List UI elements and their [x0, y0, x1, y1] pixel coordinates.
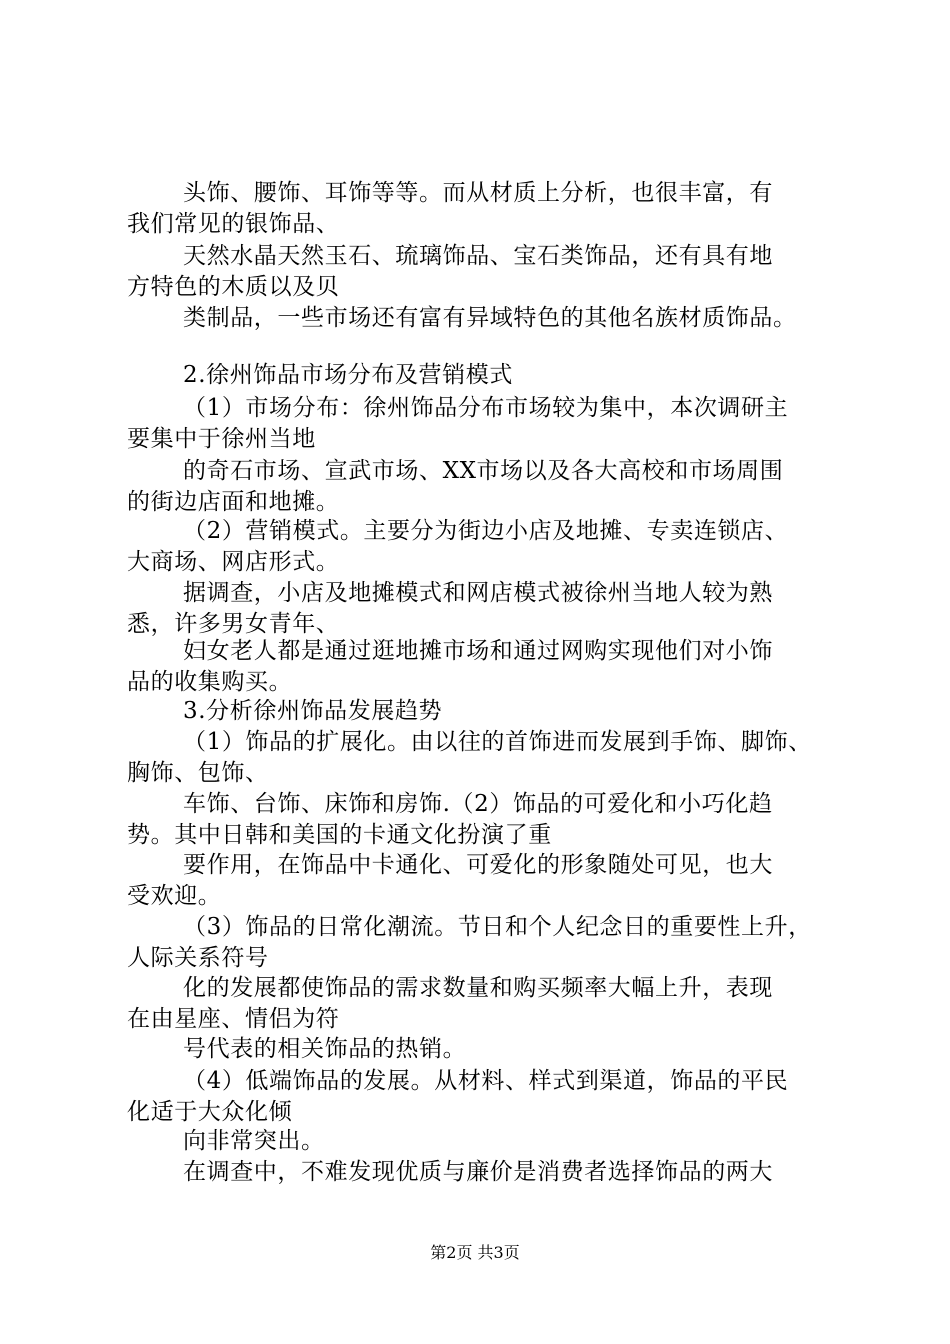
text-line: 要集中于徐州当地: [127, 426, 316, 452]
text-line: 品的收集购买。: [127, 669, 293, 695]
text-line: 势。其中日韩和美国的卡通文化扮演了重: [127, 822, 552, 848]
text-line: （4）低端饰品的发展。从材料、样式到渠道，饰品的平民: [183, 1068, 789, 1094]
text-line: 向非常突出。: [183, 1128, 325, 1154]
text-line: （2）营销模式。主要分为街边小店及地摊、专卖连锁店、: [183, 518, 789, 544]
page-number-footer: 第2页 共3页: [430, 1243, 520, 1262]
text-line: 妇女老人都是通过逛地摊市场和通过网购实现他们对小饰: [183, 638, 773, 664]
text-line: （1）市场分布：徐州饰品分布市场较为集中，本次调研主: [183, 395, 789, 421]
text-line: 化的发展都使饰品的需求数量和购买频率大幅上升，表现: [183, 975, 773, 1001]
text-line: 据调查，小店及地摊模式和网店模式被徐州当地人较为熟: [183, 580, 773, 606]
text-line: 类制品，一些市场还有富有异域特色的其他名族材质饰品。: [183, 305, 797, 331]
text-line: （1）饰品的扩展化。由以往的首饰进而发展到手饰、脚饰、: [183, 729, 812, 755]
text-line: 悉，许多男女青年、: [127, 611, 340, 637]
text-line: 方特色的木质以及贝: [127, 274, 340, 300]
text-line: 的街边店面和地摊。: [127, 489, 340, 515]
text-line: 在调查中，不难发现优质与廉价是消费者选择饰品的两大: [183, 1159, 773, 1185]
text-line: 受欢迎。: [127, 883, 222, 909]
text-line: 车饰、台饰、床饰和房饰.（2）饰品的可爱化和小巧化趋: [183, 791, 773, 817]
text-line: 号代表的相关饰品的热销。: [183, 1036, 467, 1062]
section-heading: 3.分析徐州饰品发展趋势: [183, 698, 443, 724]
text-line: 天然水晶天然玉石、琉璃饰品、宝石类饰品，还有具有地: [183, 243, 773, 269]
text-line: 在由星座、情侣为符: [127, 1006, 340, 1032]
section-heading: 2.徐州饰品市场分布及营销模式: [183, 362, 513, 388]
text-line: 要作用，在饰品中卡通化、可爱化的形象随处可见，也大: [183, 852, 773, 878]
text-line: 头饰、腰饰、耳饰等等。而从材质上分析，也很丰富，有: [183, 180, 773, 206]
text-line: 人际关系符号: [127, 945, 269, 971]
text-line: 大商场、网店形式。: [127, 549, 340, 575]
text-line: 化适于大众化倾: [127, 1099, 293, 1125]
text-line: 的奇石市场、宣武市场、XX市场以及各大高校和市场周围: [183, 458, 784, 484]
text-line: 胸饰、包饰、: [127, 760, 269, 786]
text-line: 我们常见的银饰品、: [127, 211, 340, 237]
text-line: （3）饰品的日常化潮流。节日和个人纪念日的重要性上升，: [183, 914, 812, 940]
